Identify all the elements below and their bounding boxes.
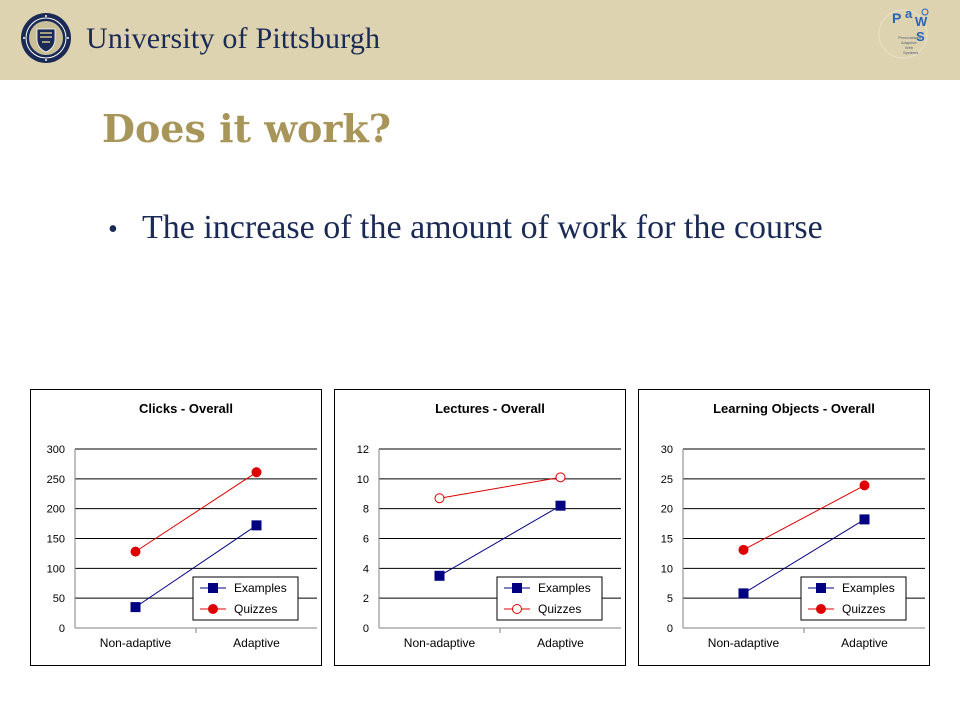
chart-title: Learning Objects - Overall: [713, 401, 875, 416]
legend-marker: [817, 605, 826, 614]
paws-letter: S: [916, 29, 925, 44]
y-tick-label: 50: [52, 593, 65, 606]
y-tick-label: 30: [660, 444, 673, 456]
x-tick-label: Adaptive: [233, 636, 280, 650]
paws-letter: W: [915, 14, 928, 29]
paws-tagline: Personalized: [898, 35, 922, 40]
x-tick-label: Adaptive: [537, 636, 584, 650]
legend-marker: [513, 584, 522, 593]
series-line-examples: [440, 506, 561, 576]
legend-marker: [817, 584, 826, 593]
paws-letter: P: [892, 10, 902, 26]
y-tick-label: 250: [46, 473, 65, 486]
x-tick-label: Non-adaptive: [403, 636, 476, 650]
y-tick-label: 12: [356, 444, 369, 456]
university-seal-icon: [20, 12, 72, 64]
y-tick-label: 8: [362, 503, 369, 516]
legend-label: Quizzes: [234, 602, 278, 616]
data-point-examples: [556, 501, 565, 510]
paws-logo-icon: [872, 4, 934, 68]
legend-marker: [209, 584, 218, 593]
y-tick-label: 150: [46, 533, 65, 546]
data-point-examples: [435, 571, 444, 580]
x-tick-label: Adaptive: [841, 636, 888, 650]
legend-label: Quizzes: [538, 602, 582, 616]
data-point-examples: [131, 603, 140, 612]
y-tick-label: 2: [362, 593, 369, 606]
y-tick-label: 25: [660, 473, 673, 486]
slide-title: Does it work?: [102, 106, 391, 151]
clicks-chart-plot: [31, 390, 321, 665]
y-tick-label: 200: [46, 503, 65, 516]
chart-title: Clicks - Overall: [139, 401, 233, 416]
data-point-quizzes: [860, 481, 869, 490]
legend-label: Quizzes: [842, 602, 886, 616]
x-tick-label: Non-adaptive: [99, 636, 172, 650]
learning-objects-chart-plot: [639, 390, 929, 665]
university-name: University of Pittsburgh: [86, 22, 381, 55]
paws-letter: a: [905, 6, 913, 21]
x-tick-label: Non-adaptive: [707, 636, 780, 650]
data-point-quizzes: [435, 494, 444, 503]
data-point-quizzes: [739, 545, 748, 554]
data-point-quizzes: [556, 473, 565, 482]
series-line-quizzes: [440, 477, 561, 498]
data-point-quizzes: [252, 468, 261, 477]
chart-title: Lectures - Overall: [435, 401, 545, 416]
y-tick-label: 15: [660, 533, 673, 546]
y-tick-label: 6: [362, 533, 369, 546]
y-tick-label: 100: [46, 563, 65, 576]
y-tick-label: 20: [660, 503, 673, 516]
legend-label: Examples: [842, 581, 895, 595]
data-point-examples: [252, 521, 261, 530]
y-tick-label: 5: [666, 593, 673, 606]
y-tick-label: 0: [58, 623, 65, 635]
header-banner: [0, 0, 960, 80]
legend-marker: [209, 605, 218, 614]
y-tick-label: 10: [356, 473, 369, 486]
y-tick-label: 0: [666, 623, 673, 635]
clicks-chart: [30, 389, 322, 666]
legend-label: Examples: [234, 581, 287, 595]
data-point-quizzes: [131, 547, 140, 556]
series-line-quizzes: [136, 472, 257, 551]
learning-objects-chart: [638, 389, 930, 666]
lectures-chart: [334, 389, 626, 666]
bullet-marker: •: [108, 214, 118, 245]
data-point-examples: [739, 589, 748, 598]
paws-tagline: Adaptive: [901, 40, 917, 45]
series-line-quizzes: [744, 485, 865, 549]
bullet-text: The increase of the amount of work for the course: [142, 209, 823, 246]
paws-tagline: Systems: [903, 50, 919, 55]
legend-marker: [513, 605, 522, 614]
lectures-chart-plot: [335, 390, 625, 665]
y-tick-label: 10: [660, 563, 673, 576]
y-tick-label: 4: [362, 563, 369, 576]
y-tick-label: 0: [362, 623, 369, 635]
data-point-examples: [860, 515, 869, 524]
y-tick-label: 300: [46, 444, 65, 456]
paws-tagline: Web: [905, 45, 914, 50]
legend-label: Examples: [538, 581, 591, 595]
